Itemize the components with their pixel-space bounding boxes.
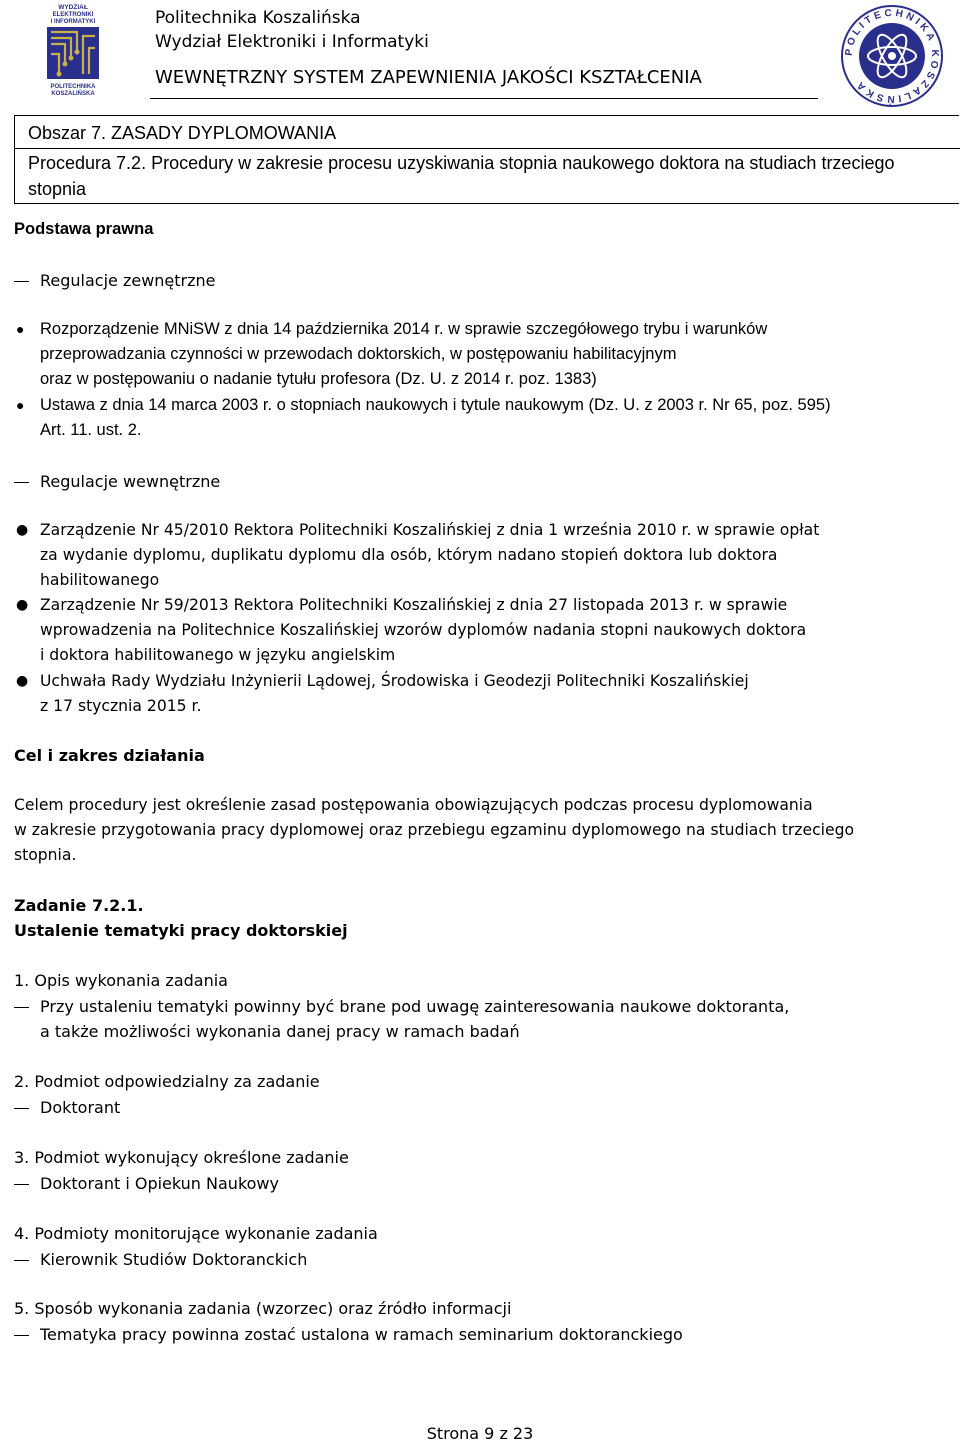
bullet-icon: ●: [16, 597, 29, 613]
logo-text-faculty: WYDZIAŁ: [58, 4, 88, 11]
task-section-4-label: 4. Podmioty monitorujące wykonanie zadania: [14, 1224, 378, 1243]
dash-icon: [14, 1108, 29, 1109]
dash-icon: [14, 1260, 29, 1261]
external-item-1: ● Rozporządzenie MNiSW z dnia 14 października 2014 r. w sprawie szczegółowego trybu i warunków przeprowadzania czynności w przewodach doktorskich, w postępowaniu habilitacyjnym oraz w postępowaniu o nadanie tytułu profesora (Dz. U. z 2014 r. poz. 1383): [14, 317, 741, 392]
internal-item-3: ● Uchwała Rady Wydziału Inżynierii Lądowej, Środowiska i Geodezji Politechniki Koszalińskiej z 17 stycznia 2015 r.: [14, 669, 723, 719]
seal-ring-text: POLITECHNIKA KOSZALIŃSKA: [843, 7, 941, 105]
task-section-2-label: 2. Podmiot odpowiedzialny za zadanie: [14, 1072, 320, 1091]
page-header: [155, 6, 702, 90]
dash-icon: [14, 1184, 29, 1185]
dash-icon: [14, 281, 29, 282]
document-page: WYDZIAŁ ELEKTRONIKI I INFORMATYKI POLITECHNIKA KOSZALIŃSKA Politechnika Koszalińska Wydział Elektroniki i Informatyki WEWNĘTRZNY SYSTEM ZAPEWNIENIA JAKOŚCI KSZTAŁCENIA POLITECHNIKA KOSZALIŃSKA Obszar 7. ZASADY DYPLOMOWANIA Procedura 7.2. Procedury w zakresie procesu uzyskiwania stopnia naukowego doktora na studiach trzeciego stopnia Podstawa prawna Regulacje zewnętrzne ● Rozporządzenie MNiSW z dnia 14 października 2014 r. w sprawie szczegółowego trybu i warunków przeprowadzania czynności w przewodach doktorskich, w postępowaniu habilitacyjnym oraz w postępowaniu o nadanie tytułu profesora (Dz. U. z 2014 r. poz. 1383) ● Ustawa z dnia 14 marca 2003 r. o stopniach naukowych i tytule naukowym (Dz. U. z 2003 r. Nr 65, poz. 595) Art. 11. ust. 2. Regulacje wewnętrzne ● Zarządzenie Nr 45/2010 Rektora Politechniki Koszalińskiej z dnia 1 września 2010 r. w sprawie opłat za wydanie dyplomu, duplikatu dyplomu dla osób, którym nadano stopień doktora lub doktora habilitowanego ● Zarządzenie Nr 59/2013 Rektora Politechniki Koszalińskiej z dnia 27 listopada 2013 r. w sprawie wprowadzenia na Politechnice Koszalińskiej wzorów dyplomów nadania stopni naukowych doktora i doktora habilitowanego w języku angielskim ● Uchwała Rady Wydziału Inżynierii Lądowej, Środowiska i Geodezji Politechniki Koszalińskiej z 17 stycznia 2015 r. Cel i zakres działania Celem procedury jest określenie zasad postępowania obowiązujących podczas procesu dyplomowania w zakresie przygotowania pracy dyplomowej oraz przebiegu egzaminu dyplomowego na studiach trzeciego stopnia. Zadanie 7.2.1. Ustalenie tematyki pracy doktorskiej 1. Opis wykonania zadania Przy ustaleniu tematyki powinny być brane pod uwagę zainteresowania naukowe doktoranta, a także możliwości wykonania danej pracy w ramach badań 2. Podmiot odpowiedzialny za zadanie Doktorant 3. Podmiot wykonujący określone zadanie Doktorant i Opiekun Naukowy 4. Podmioty monitorujące wykonanie zadania Kierownik Studiów Doktoranckich 5. Sposób wykonania zadania (wzorzec) oraz źródło informacji Tematyka pracy powinna zostać ustalona w ramach seminarium doktoranckiego Strona 9 z 23: [0, 0, 960, 1446]
task-section-3-label: 3. Podmiot wykonujący określone zadanie: [14, 1148, 349, 1167]
task-section-5-label: 5. Sposób wykonania zadania (wzorzec) oraz źródło informacji: [14, 1299, 512, 1318]
box-divider: [15, 148, 960, 149]
bullet-icon: ●: [16, 397, 25, 413]
dash-icon: [14, 1007, 29, 1008]
goal-heading: Cel i zakres działania: [14, 746, 205, 765]
bullet-icon: ●: [16, 321, 25, 337]
internal-item-2: ● Zarządzenie Nr 59/2013 Rektora Politechniki Koszalińskiej z dnia 27 listopada 2013 r. w sprawie wprowadzenia na Politechnice Koszalińskiej wzorów dyplomów nadania stopni naukowych doktora i doktora habilitowanego w języku angielskim: [14, 593, 780, 668]
area-title: Obszar 7. ZASADY DYPLOMOWANIA: [28, 123, 337, 143]
procedure-header-box: [14, 115, 959, 204]
logo-text-koszalinska: KOSZALIŃSKA: [51, 91, 95, 97]
university-seal: [840, 4, 944, 108]
quality-system-title: WEWNĘTRZNY SYSTEM ZAPEWNIENIA JAKOŚCI KSZTAŁCENIA: [155, 67, 702, 88]
page-number: Strona 9 z 23: [426, 1424, 534, 1443]
header-rule: [150, 98, 818, 99]
procedure-title: Procedura 7.2. Procedury w zakresie procesu uzyskiwania stopnia naukowego doktora na studiach trzeciego stopnia: [28, 153, 895, 199]
goal-paragraph: Celem procedury jest określenie zasad postępowania obowiązujących podczas procesu dyplomowania w zakresie przygotowania pracy dyplomowej oraz przebiegu egzaminu dyplomowego na studiach trzeciego stopnia.: [14, 796, 855, 864]
internal-item-1: ● Zarządzenie Nr 45/2010 Rektora Politechniki Koszalińskiej z dnia 1 września 2010 r. w sprawie opłat za wydanie dyplomu, duplikatu dyplomu dla osób, którym nadano stopień doktora lub doktora habilitowanego: [14, 518, 793, 593]
faculty-logo: [37, 2, 109, 98]
bullet-icon: ●: [16, 522, 29, 538]
dash-icon: [14, 1335, 29, 1336]
task-section-1-label: 1. Opis wykonania zadania: [14, 971, 228, 990]
external-item-2: ● Ustawa z dnia 14 marca 2003 r. o stopniach naukowych i tytule naukowym (Dz. U. z 2003 r. Nr 65, poz. 595) Art. 11. ust. 2.: [14, 393, 805, 443]
task-number: Zadanie 7.2.1.: [14, 896, 144, 915]
logo-text-informatics: I INFORMATYKI: [50, 19, 96, 25]
logo-text-politechnika: POLITECHNIKA: [50, 84, 96, 90]
logo-text-electronics: ELEKTRONIKI: [52, 12, 94, 18]
dash-icon: [14, 482, 29, 483]
task-section-1-item: Przy ustaleniu tematyki powinny być brane pod uwagę zainteresowania naukowe doktoranta, a także możliwości wykonania danej pracy w ramach badań: [14, 994, 763, 1044]
task-title: Ustalenie tematyki pracy doktorskiej: [14, 921, 348, 940]
university-name: Politechnika Koszalińska: [155, 8, 361, 28]
faculty-name: Wydział Elektroniki i Informatyki: [155, 32, 429, 52]
bullet-icon: ●: [16, 673, 29, 689]
legal-basis-heading: Podstawa prawna: [14, 220, 154, 238]
